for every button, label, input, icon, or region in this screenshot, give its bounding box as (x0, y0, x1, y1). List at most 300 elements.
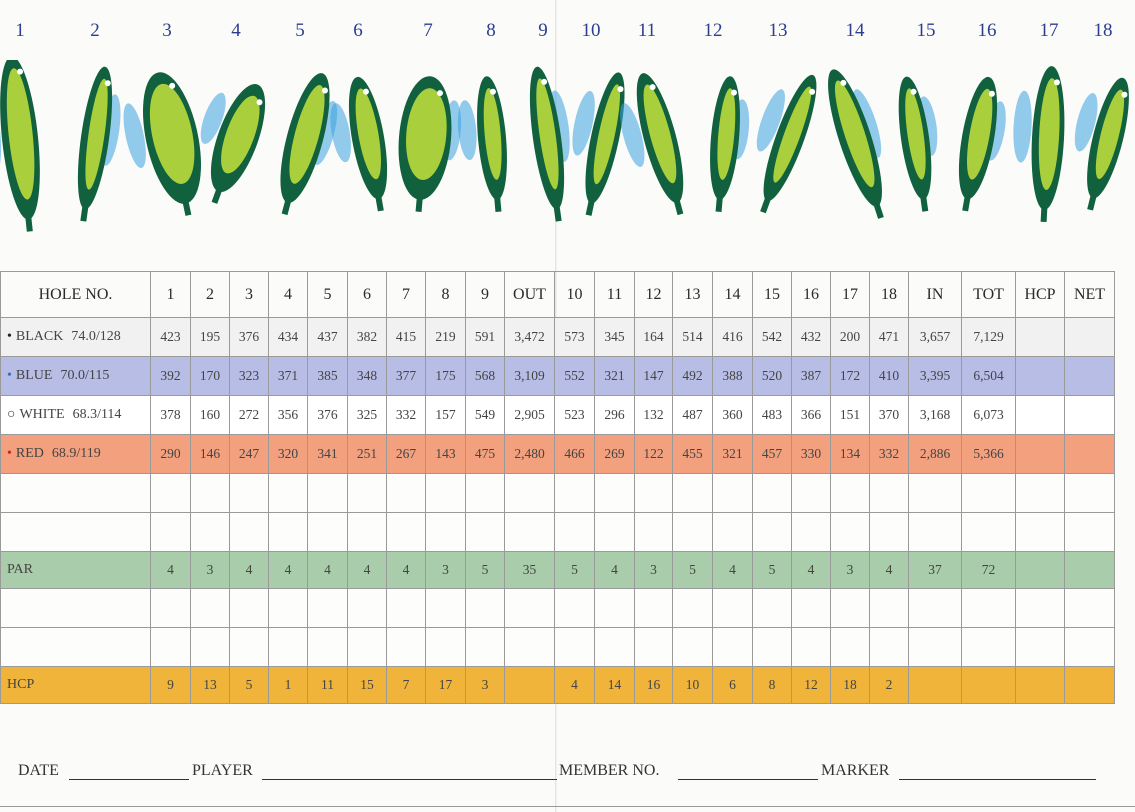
hole-number-11: 11 (637, 20, 657, 41)
yardage-cell: 2,480 (505, 435, 555, 474)
tee-name: BLUE (15, 368, 53, 383)
yardage-cell: 370 (870, 396, 909, 435)
score-cell[interactable] (1065, 589, 1115, 628)
hole-number-14: 14 (845, 20, 865, 41)
score-cell[interactable] (505, 513, 555, 552)
tee-row-red (1, 435, 1115, 474)
score-cell[interactable] (191, 513, 230, 552)
yardage-cell: 164 (635, 318, 673, 357)
player-name-cell[interactable] (1, 474, 151, 513)
tee-dot-icon: • (7, 446, 12, 461)
yardage-cell: 247 (230, 435, 269, 474)
yardage-cell: 151 (831, 396, 870, 435)
header-cell-tot: TOT (962, 272, 1016, 318)
score-cell[interactable] (673, 628, 713, 667)
yardage-cell: 437 (308, 318, 348, 357)
tee-label-red (1, 435, 151, 474)
score-cell[interactable] (308, 513, 348, 552)
score-cell[interactable] (1065, 628, 1115, 667)
yardage-cell: 321 (713, 435, 753, 474)
hole-number-9: 9 (538, 20, 548, 41)
player-line[interactable] (262, 779, 557, 780)
header-cell-4: 4 (269, 272, 308, 318)
tee (674, 200, 683, 215)
score-cell[interactable] (1016, 396, 1065, 435)
yardage-cell: 492 (673, 357, 713, 396)
yardage-cell: 175 (426, 357, 466, 396)
score-cell[interactable] (595, 589, 635, 628)
yardage-cell: 385 (308, 357, 348, 396)
hole-number-15: 15 (916, 20, 936, 41)
score-cell[interactable] (426, 589, 466, 628)
yardage-cell: 132 (635, 396, 673, 435)
header-cell-2: 2 (191, 272, 230, 318)
score-cell[interactable] (831, 589, 870, 628)
bottom-rule (0, 806, 1135, 807)
hcp-cell: 2 (870, 667, 909, 704)
hole-number-16: 16 (977, 20, 997, 41)
yardage-cell: 3,472 (505, 318, 555, 357)
yardage-cell: 475 (466, 435, 505, 474)
tee (416, 198, 423, 212)
hcp-cell (909, 667, 962, 704)
tee (25, 217, 32, 232)
score-cell[interactable] (635, 513, 673, 552)
yardage-cell: 457 (753, 435, 792, 474)
score-cell[interactable] (673, 589, 713, 628)
yardage-cell: 219 (426, 318, 466, 357)
member-no-line[interactable] (678, 779, 818, 780)
score-cell[interactable] (151, 474, 191, 513)
hole-number-17: 17 (1039, 20, 1059, 41)
score-cell[interactable] (673, 474, 713, 513)
header-cell-in: IN (909, 272, 962, 318)
score-cell[interactable] (962, 474, 1016, 513)
header-cell-18: 18 (870, 272, 909, 318)
score-cell[interactable] (191, 628, 230, 667)
header-cell-9: 9 (466, 272, 505, 318)
tee (1087, 195, 1096, 210)
hole-number-10: 10 (581, 20, 601, 41)
player-name-cell[interactable] (1, 589, 151, 628)
par-cell: 5 (555, 552, 595, 589)
header-cell-hcp: HCP (1016, 272, 1065, 318)
par-cell: 4 (151, 552, 191, 589)
score-cell[interactable] (348, 628, 387, 667)
score-cell[interactable] (713, 513, 753, 552)
score-cell[interactable] (909, 589, 962, 628)
score-cell[interactable] (1016, 628, 1065, 667)
yardage-cell: 591 (466, 318, 505, 357)
header-cell-net: NET (1065, 272, 1115, 318)
yardage-cell: 332 (387, 396, 426, 435)
hcp-cell: 1 (269, 667, 308, 704)
marker-line[interactable] (899, 779, 1096, 780)
yardage-cell: 366 (792, 396, 831, 435)
par-cell: 72 (962, 552, 1016, 589)
yardage-cell: 573 (555, 318, 595, 357)
yardage-cell: 520 (753, 357, 792, 396)
tee (282, 200, 291, 215)
tee (212, 189, 222, 204)
hcp-cell (962, 667, 1016, 704)
yardage-cell: 170 (191, 357, 230, 396)
score-cell[interactable] (466, 474, 505, 513)
par-cell: 5 (673, 552, 713, 589)
par-cell (1016, 552, 1065, 589)
yardage-cell: 290 (151, 435, 191, 474)
score-cell[interactable] (230, 589, 269, 628)
score-cell[interactable] (909, 628, 962, 667)
par-cell: 3 (191, 552, 230, 589)
score-cell[interactable] (1065, 357, 1115, 396)
score-cell[interactable] (426, 474, 466, 513)
yardage-cell: 200 (831, 318, 870, 357)
tee (183, 201, 192, 216)
yardage-cell: 323 (230, 357, 269, 396)
score-cell[interactable] (792, 513, 831, 552)
tee-row-blue (1, 357, 1115, 396)
par-cell: 4 (308, 552, 348, 589)
yardage-cell: 267 (387, 435, 426, 474)
score-cell[interactable] (870, 628, 909, 667)
header-cell-8: 8 (426, 272, 466, 318)
yardage-cell: 143 (426, 435, 466, 474)
hole-number-5: 5 (295, 20, 305, 41)
hcp-cell: 7 (387, 667, 426, 704)
hole-diagram-1 (0, 60, 48, 235)
score-cell[interactable] (426, 513, 466, 552)
tee-dot-icon: • (7, 368, 12, 383)
hcp-cell (505, 667, 555, 704)
hole-diagram-12 (705, 75, 754, 214)
yardage-cell: 134 (831, 435, 870, 474)
yardage-cell: 552 (555, 357, 595, 396)
header-cell-10: 10 (555, 272, 595, 318)
hcp-cell: 10 (673, 667, 713, 704)
hole-diagram-18 (1057, 70, 1135, 214)
score-cell[interactable] (151, 513, 191, 552)
score-row-3 (1, 589, 1115, 628)
tee (962, 197, 970, 212)
hcp-cell: 17 (426, 667, 466, 704)
score-cell[interactable] (230, 628, 269, 667)
score-cell[interactable] (753, 474, 792, 513)
score-cell[interactable] (387, 513, 426, 552)
yardage-cell: 376 (230, 318, 269, 357)
yardage-cell: 348 (348, 357, 387, 396)
score-cell[interactable] (191, 474, 230, 513)
score-cell[interactable] (555, 589, 595, 628)
score-cell[interactable] (1065, 435, 1115, 474)
score-cell[interactable] (555, 513, 595, 552)
par-cell: 4 (870, 552, 909, 589)
tee (874, 204, 884, 219)
yardage-cell: 388 (713, 357, 753, 396)
par-cell: 3 (635, 552, 673, 589)
yardage-cell: 392 (151, 357, 191, 396)
yardage-cell: 321 (595, 357, 635, 396)
score-cell[interactable] (308, 589, 348, 628)
hole-number-4: 4 (231, 20, 241, 41)
yardage-cell: 378 (151, 396, 191, 435)
score-cell[interactable] (870, 589, 909, 628)
par-cell: 3 (831, 552, 870, 589)
par-cell (1065, 552, 1115, 589)
yardage-cell: 514 (673, 318, 713, 357)
par-cell: 4 (387, 552, 426, 589)
score-cell[interactable] (831, 513, 870, 552)
score-cell[interactable] (753, 628, 792, 667)
yardage-cell: 360 (713, 396, 753, 435)
score-cell[interactable] (348, 513, 387, 552)
score-cell[interactable] (466, 589, 505, 628)
tee-row-white (1, 396, 1115, 435)
yardage-cell: 251 (348, 435, 387, 474)
hcp-cell: 16 (635, 667, 673, 704)
header-cell-13: 13 (673, 272, 713, 318)
score-cell[interactable] (1016, 513, 1065, 552)
score-row-4 (1, 628, 1115, 667)
score-cell[interactable] (962, 589, 1016, 628)
score-cell[interactable] (151, 628, 191, 667)
yardage-cell: 376 (308, 396, 348, 435)
hole-number-1: 1 (15, 20, 25, 41)
tee-rating: 74.0/128 (71, 329, 121, 344)
score-cell[interactable] (753, 513, 792, 552)
par-cell: 4 (348, 552, 387, 589)
yardage-cell: 6,504 (962, 357, 1016, 396)
date-line[interactable] (69, 779, 189, 780)
score-cell[interactable] (909, 474, 962, 513)
tee (920, 197, 928, 212)
hcp-cell: 4 (555, 667, 595, 704)
header-cell-1: 1 (151, 272, 191, 318)
score-cell[interactable] (505, 474, 555, 513)
score-cell[interactable] (387, 474, 426, 513)
yardage-cell: 568 (466, 357, 505, 396)
tee-name: WHITE (19, 407, 65, 422)
score-cell[interactable] (635, 628, 673, 667)
tee (1041, 208, 1048, 222)
score-cell[interactable] (1016, 435, 1065, 474)
score-cell[interactable] (1065, 474, 1115, 513)
score-cell[interactable] (308, 628, 348, 667)
tee (716, 198, 723, 212)
yardage-cell: 466 (555, 435, 595, 474)
hcp-cell: 8 (753, 667, 792, 704)
yardage-cell: 387 (792, 357, 831, 396)
score-cell[interactable] (831, 474, 870, 513)
score-cell[interactable] (505, 589, 555, 628)
date-label: DATE (18, 762, 59, 779)
hcp-cell: 11 (308, 667, 348, 704)
score-cell[interactable] (595, 474, 635, 513)
hole-number-6: 6 (353, 20, 363, 41)
yardage-cell: 371 (269, 357, 308, 396)
hole-diagram-17 (1009, 64, 1068, 222)
hcp-cell: 5 (230, 667, 269, 704)
score-cell[interactable] (870, 513, 909, 552)
score-row-2 (1, 513, 1115, 552)
hcp-cell: 6 (713, 667, 753, 704)
score-cell[interactable] (635, 474, 673, 513)
score-cell[interactable] (713, 589, 753, 628)
score-cell[interactable] (555, 474, 595, 513)
hole-diagram-16 (949, 74, 1013, 215)
scorecard-table (0, 271, 1115, 704)
yardage-cell: 330 (792, 435, 831, 474)
tee-row-black (1, 318, 1115, 357)
yardage-cell: 332 (870, 435, 909, 474)
score-cell[interactable] (713, 474, 753, 513)
score-cell[interactable] (831, 628, 870, 667)
tee-rating: 68.3/114 (72, 407, 122, 422)
score-cell[interactable] (909, 513, 962, 552)
hcp-cell (1016, 667, 1065, 704)
score-cell[interactable] (673, 513, 713, 552)
header-cell-14: 14 (713, 272, 753, 318)
score-cell[interactable] (635, 589, 673, 628)
tee (586, 201, 595, 216)
yardage-cell: 3,657 (909, 318, 962, 357)
member-no-label: MEMBER NO. (559, 762, 660, 779)
yardage-cell: 377 (387, 357, 426, 396)
par-cell: 4 (230, 552, 269, 589)
score-cell[interactable] (348, 474, 387, 513)
score-cell[interactable] (269, 513, 308, 552)
score-cell[interactable] (1016, 318, 1065, 357)
header-cell-5: 5 (308, 272, 348, 318)
tee (80, 207, 88, 222)
score-cell[interactable] (269, 589, 308, 628)
tee-name: RED (15, 446, 44, 461)
water-hazard (1012, 90, 1034, 163)
yardage-cell: 147 (635, 357, 673, 396)
yardage-cell: 345 (595, 318, 635, 357)
header-cell-12: 12 (635, 272, 673, 318)
hole-number-8: 8 (486, 20, 496, 41)
tee-label-black (1, 318, 151, 357)
score-cell[interactable] (792, 474, 831, 513)
header-cell-16: 16 (792, 272, 831, 318)
header-cell-15: 15 (753, 272, 792, 318)
hole-number-3: 3 (162, 20, 172, 41)
yardage-cell: 320 (269, 435, 308, 474)
yardage-cell: 487 (673, 396, 713, 435)
tee-dot-icon: • (7, 329, 12, 344)
score-cell[interactable] (151, 589, 191, 628)
score-cell[interactable] (191, 589, 230, 628)
yardage-cell: 523 (555, 396, 595, 435)
yardage-cell: 341 (308, 435, 348, 474)
hole-diagram-15 (893, 73, 949, 213)
header-cell-7: 7 (387, 272, 426, 318)
tee-label-white (1, 396, 151, 435)
score-cell[interactable] (792, 628, 831, 667)
score-cell[interactable] (1016, 474, 1065, 513)
yardage-cell: 432 (792, 318, 831, 357)
tee-name: BLACK (15, 329, 64, 344)
score-cell[interactable] (1016, 589, 1065, 628)
player-name-cell[interactable] (1, 628, 151, 667)
hcp-cell (1065, 667, 1115, 704)
header-row (1, 272, 1115, 318)
marker-label: MARKER (821, 762, 890, 779)
yardage-cell: 382 (348, 318, 387, 357)
score-cell[interactable] (1065, 396, 1115, 435)
score-cell[interactable] (308, 474, 348, 513)
yardage-cell: 356 (269, 396, 308, 435)
yardage-cell: 3,395 (909, 357, 962, 396)
hole-number-18: 18 (1093, 20, 1113, 41)
score-cell[interactable] (387, 589, 426, 628)
yardage-cell: 157 (426, 396, 466, 435)
score-cell[interactable] (466, 513, 505, 552)
hole-diagram-2 (69, 65, 127, 225)
player-name-cell[interactable] (1, 513, 151, 552)
score-cell[interactable] (792, 589, 831, 628)
score-cell[interactable] (1016, 357, 1065, 396)
hole-number-2: 2 (90, 20, 100, 41)
hole-diagrams (0, 60, 1135, 300)
par-cell: 35 (505, 552, 555, 589)
hcp-cell: 9 (151, 667, 191, 704)
score-cell[interactable] (753, 589, 792, 628)
par-row (1, 552, 1115, 589)
score-cell[interactable] (269, 628, 308, 667)
par-cell: 5 (753, 552, 792, 589)
score-cell[interactable] (1065, 318, 1115, 357)
yardage-cell: 483 (753, 396, 792, 435)
score-cell[interactable] (230, 513, 269, 552)
score-cell[interactable] (555, 628, 595, 667)
hole-no-label: HOLE NO. (1, 272, 151, 318)
hcp-cell: 18 (831, 667, 870, 704)
hcp-label: HCP (1, 667, 151, 704)
score-cell[interactable] (426, 628, 466, 667)
tee-rating: 70.0/115 (60, 368, 110, 383)
yardage-cell: 410 (870, 357, 909, 396)
score-cell[interactable] (230, 474, 269, 513)
score-cell[interactable] (962, 513, 1016, 552)
score-cell[interactable] (962, 628, 1016, 667)
yardage-cell: 416 (713, 318, 753, 357)
yardage-cell: 146 (191, 435, 230, 474)
score-cell[interactable] (269, 474, 308, 513)
tee-dot-icon: ○ (7, 407, 16, 422)
score-cell[interactable] (348, 589, 387, 628)
tee-label-blue (1, 357, 151, 396)
par-cell: 3 (426, 552, 466, 589)
score-cell[interactable] (595, 628, 635, 667)
yardage-cell: 542 (753, 318, 792, 357)
score-row-1 (1, 474, 1115, 513)
score-cell[interactable] (713, 628, 753, 667)
score-cell[interactable] (466, 628, 505, 667)
score-cell[interactable] (505, 628, 555, 667)
tee (554, 207, 562, 222)
score-cell[interactable] (595, 513, 635, 552)
par-cell: 37 (909, 552, 962, 589)
hole-diagram-8 (454, 75, 513, 215)
score-cell[interactable] (870, 474, 909, 513)
hcp-cell: 12 (792, 667, 831, 704)
hole-number-13: 13 (768, 20, 788, 41)
score-cell[interactable] (387, 628, 426, 667)
yardage-cell: 423 (151, 318, 191, 357)
score-cell[interactable] (1065, 513, 1115, 552)
